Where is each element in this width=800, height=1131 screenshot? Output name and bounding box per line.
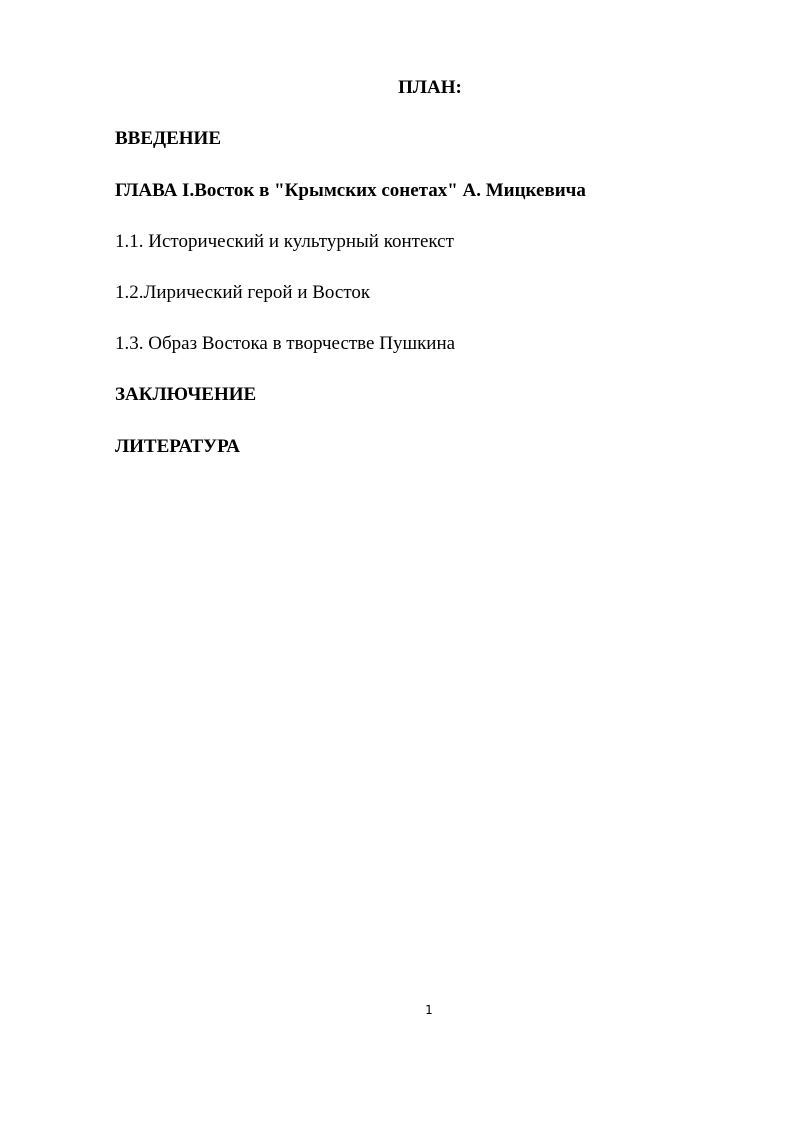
page-title: ПЛАН: bbox=[398, 77, 462, 98]
page-number: 1 bbox=[425, 1003, 433, 1017]
toc-item-chapter-1: ГЛАВА I.Восток в "Крымских сонетах" А. Мицкевича bbox=[115, 180, 586, 201]
toc-item-literature: ЛИТЕРАТУРА bbox=[115, 436, 241, 457]
toc-item-conclusion: ЗАКЛЮЧЕНИЕ bbox=[115, 384, 257, 405]
toc-item-section-1-1: 1.1. Исторический и культурный контекст bbox=[115, 231, 454, 252]
toc-item-section-1-3: 1.3. Образ Востока в творчестве Пушкина bbox=[115, 333, 456, 354]
toc-item-section-1-2: 1.2.Лирический герой и Восток bbox=[115, 282, 371, 303]
toc-item-introduction: ВВЕДЕНИЕ bbox=[115, 128, 221, 149]
